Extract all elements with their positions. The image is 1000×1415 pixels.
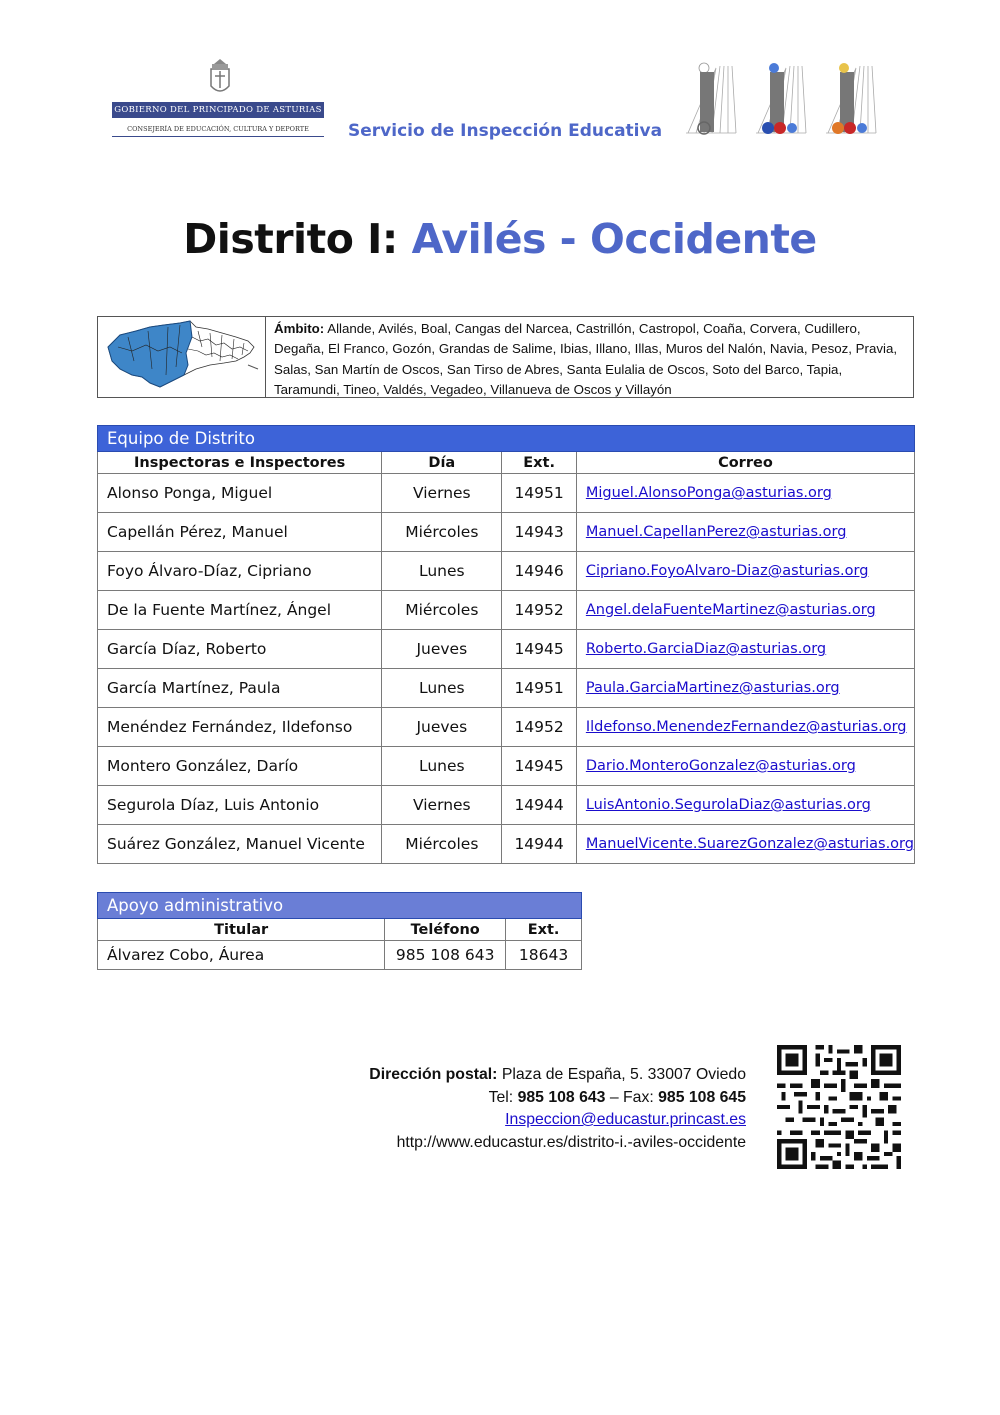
inspector-day: Lunes (382, 747, 502, 786)
inspector-email-cell (576, 825, 914, 864)
inspector-name: Suárez González, Manuel Vicente (98, 825, 382, 864)
asturias-map-icon (98, 317, 265, 397)
inspector-email-cell (576, 552, 914, 591)
inspector-name: Alonso Ponga, Miguel (98, 474, 382, 513)
admin-ext: 18643 (506, 941, 582, 970)
inspector-email-cell (576, 708, 914, 747)
inspector-ext: 14945 (502, 747, 577, 786)
gov-sub-text: CONSEJERÍA DE EDUCACIÓN, CULTURA Y DEPORTE (112, 122, 324, 137)
inspector-email-link[interactable]: ManuelVicente.SuarezGonzalez@asturias.org (585, 836, 914, 852)
table-row (98, 786, 915, 825)
inspector-name: García Díaz, Roberto (98, 630, 382, 669)
inspector-ext: 14944 (502, 786, 577, 825)
inspector-name: Montero González, Darío (98, 747, 382, 786)
title-prefix: Distrito I: (183, 215, 412, 263)
inspector-name: García Martínez, Paula (98, 669, 382, 708)
address-label: Dirección postal: (369, 1066, 498, 1083)
column-header-ext: Ext. (502, 452, 577, 474)
inspector-email-cell (576, 747, 914, 786)
inspector-day: Jueves (382, 708, 502, 747)
inspector-name: Capellán Pérez, Manuel (98, 513, 382, 552)
inspector-day: Miércoles (382, 513, 502, 552)
inspector-email-link[interactable]: Cipriano.FoyoAlvaro-Diaz@asturias.org (585, 563, 869, 579)
inspector-email-cell (576, 591, 914, 630)
inspector-email-cell (576, 630, 914, 669)
qr-code-icon (777, 1045, 901, 1169)
inspector-name: De la Fuente Martínez, Ángel (98, 591, 382, 630)
inspector-name: Foyo Álvaro-Díaz, Cipriano (98, 552, 382, 591)
inspector-name: Menéndez Fernández, Ildefonso (98, 708, 382, 747)
ambito-box (97, 316, 914, 398)
tel-value: 985 108 643 (517, 1088, 606, 1106)
inspector-day: Miércoles (382, 825, 502, 864)
inspector-email-cell (576, 513, 914, 552)
admin-support-table (97, 892, 582, 970)
address-value: Plaza de España, 5. 33007 Oviedo (497, 1066, 746, 1083)
column-header-day: Día (382, 452, 502, 474)
inspector-ext: 14945 (502, 630, 577, 669)
table-row (98, 941, 582, 970)
inspector-ext: 14951 (502, 474, 577, 513)
inspector-day: Lunes (382, 552, 502, 591)
inspector-email-cell (576, 474, 914, 513)
column-header-inspectors: Inspectoras e Inspectores (98, 452, 382, 474)
inspector-ext: 14943 (502, 513, 577, 552)
title-accent: Avilés - Occidente (411, 215, 817, 263)
inspector-day: Viernes (382, 786, 502, 825)
postal-address (300, 1064, 746, 1087)
inspector-email-cell (576, 669, 914, 708)
contact-email-link[interactable]: Inspeccion@educastur.princast.es (505, 1111, 746, 1128)
admin-phone: 985 108 643 (385, 941, 506, 970)
table-row (98, 474, 915, 513)
inspector-email-link[interactable]: Dario.MonteroGonzalez@asturias.org (585, 758, 856, 774)
service-name: Servicio de Inspección Educativa (348, 121, 663, 141)
government-logo (112, 58, 326, 146)
table-row (98, 630, 915, 669)
inspector-ext: 14952 (502, 708, 577, 747)
inspector-ext: 14951 (502, 669, 577, 708)
table-row (98, 591, 915, 630)
inspector-name: Segurola Díaz, Luis Antonio (98, 786, 382, 825)
team-table-title: Equipo de Distrito (98, 426, 915, 452)
inspector-ext: 14952 (502, 591, 577, 630)
inspection-iii-logo-icon (686, 60, 886, 142)
crest-icon (206, 58, 234, 98)
table-row (98, 825, 915, 864)
admin-name: Álvarez Cobo, Áurea (98, 941, 385, 970)
district-team-table (97, 425, 915, 864)
inspector-ext: 14944 (502, 825, 577, 864)
website-url: http://www.educastur.es/distrito-i.-aviles-occidente (396, 1133, 746, 1151)
fax-label: – Fax: (605, 1088, 659, 1106)
column-header-email: Correo (576, 452, 914, 474)
table-row (98, 747, 915, 786)
inspector-email-link[interactable]: Roberto.GarciaDiaz@asturias.org (585, 641, 827, 657)
inspector-ext: 14946 (502, 552, 577, 591)
inspector-day: Lunes (382, 669, 502, 708)
inspector-day: Viernes (382, 474, 502, 513)
table-row (98, 708, 915, 747)
inspector-email-cell (576, 786, 914, 825)
gov-band-text: GOBIERNO DEL PRINCIPADO DE ASTURIAS (112, 102, 324, 118)
page-title (0, 215, 1000, 263)
admin-table-title: Apoyo administrativo (98, 893, 582, 919)
contact-footer (300, 1064, 746, 1154)
inspector-email-link[interactable]: LuisAntonio.SegurolaDiaz@asturias.org (585, 797, 871, 813)
inspector-day: Miércoles (382, 591, 502, 630)
table-row (98, 669, 915, 708)
district-map (98, 317, 266, 397)
inspector-email-link[interactable]: Angel.delaFuenteMartinez@asturias.org (585, 602, 876, 618)
inspector-email-link[interactable]: Miguel.AlonsoPonga@asturias.org (585, 485, 832, 501)
ambito-text (266, 317, 913, 397)
inspector-email-link[interactable]: Ildefonso.MenendezFernandez@asturias.org (585, 719, 907, 735)
inspector-day: Jueves (382, 630, 502, 669)
tel-label: Tel: (488, 1088, 518, 1106)
inspector-email-link[interactable]: Paula.GarciaMartinez@asturias.org (585, 680, 840, 696)
column-header-ext: Ext. (506, 919, 582, 941)
column-header-phone: Teléfono (385, 919, 506, 941)
table-row (98, 552, 915, 591)
inspector-email-link[interactable]: Manuel.CapellanPerez@asturias.org (585, 524, 847, 540)
ambito-municipalities: Allande, Avilés, Boal, Cangas del Narcea, Castrillón, Castropol, Coaña, Corvera, Cudillero, Degaña, El Franco, Gozón, Grandas de Salime, Ibias, Illano, Illas, Muros del Nalón, Navia, Pesoz, Pravia, Salas, San Martín de Oscos, San Tirso de Abres, Santa Eulalia de Oscos, Soto del Barco, Tapia, Taramundi, Tineo, Valdés, Vegadeo, Villanueva de Oscos y Villayón (274, 321, 898, 398)
ambito-label: Ámbito: (274, 321, 325, 336)
table-row (98, 513, 915, 552)
column-header-titular: Titular (98, 919, 385, 941)
fax-value: 985 108 645 (658, 1088, 746, 1106)
phone-fax-line (300, 1087, 746, 1110)
